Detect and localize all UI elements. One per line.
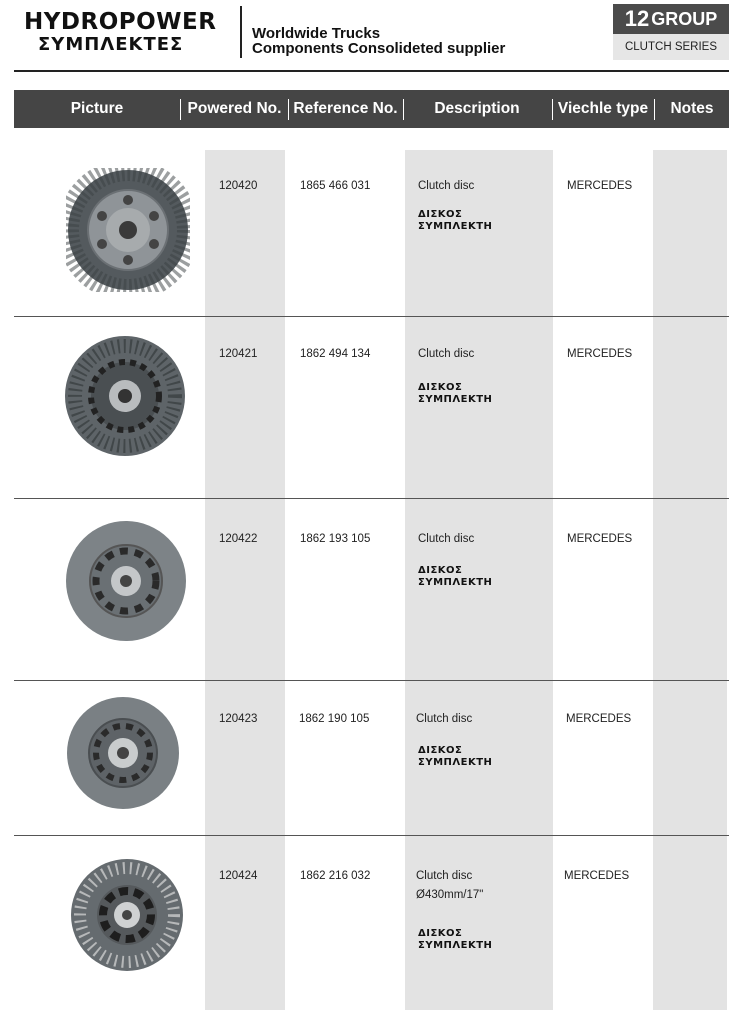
group-badge — [613, 4, 729, 60]
description: Clutch disc — [418, 348, 475, 360]
group-word: GROUP — [651, 8, 718, 29]
description-greek-line1: ΔΙΣΚΟΣ — [418, 745, 463, 756]
col-notes: Notes — [670, 100, 714, 117]
vehicle-type: MERCEDES — [567, 533, 633, 545]
description: Clutch disc — [418, 533, 475, 545]
tagline-line1: Worldwide Trucks — [252, 25, 381, 42]
description: Clutch disc — [418, 180, 475, 192]
clutch-disc-image — [63, 334, 187, 458]
brand-name: HYDROPOWER — [24, 9, 217, 35]
clutch-disc-image — [66, 168, 190, 292]
description-greek-line2: ΣΥΜΠΛΕΚΤΗ — [418, 757, 493, 768]
description-greek-line2: ΣΥΜΠΛΕΚΤΗ — [418, 221, 493, 232]
col-reference: Reference No. — [293, 100, 398, 117]
reference-number: 1862 190 105 — [299, 713, 370, 725]
description-greek-line1: ΔΙΣΚΟΣ — [418, 209, 463, 220]
header-rule — [14, 70, 729, 72]
powered-number: 120423 — [219, 713, 258, 725]
table-header — [14, 90, 729, 128]
vehicle-type: MERCEDES — [567, 348, 633, 360]
description-greek-line2: ΣΥΜΠΛΕΚΤΗ — [418, 394, 493, 405]
powered-number: 120421 — [219, 348, 258, 360]
vehicle-type: MERCEDES — [567, 180, 633, 192]
description-greek-line1: ΔΙΣΚΟΣ — [418, 382, 463, 393]
description-greek-line2: ΣΥΜΠΛΕΚΤΗ — [418, 940, 493, 951]
col-picture: Picture — [70, 100, 124, 117]
vehicle-type: MERCEDES — [566, 713, 632, 725]
clutch-disc-image — [66, 696, 180, 810]
col-vehicle: Viechle type — [557, 100, 649, 117]
vehicle-type: MERCEDES — [564, 870, 630, 882]
powered-number: 120420 — [219, 180, 258, 192]
row-divider — [14, 835, 729, 836]
description-greek-line2: ΣΥΜΠΛΕΚΤΗ — [418, 577, 493, 588]
description: Clutch disc — [416, 713, 473, 725]
row-divider — [14, 316, 729, 317]
row-divider — [14, 498, 729, 499]
brand-subtitle: ΣΥΜΠΛΕΚΤΕΣ — [38, 34, 184, 55]
clutch-disc-image — [70, 858, 184, 972]
description-greek-line1: ΔΙΣΚΟΣ — [418, 928, 463, 939]
reference-number: 1862 193 105 — [300, 533, 371, 545]
powered-number: 120424 — [219, 870, 258, 882]
description: Clutch disc — [416, 870, 473, 882]
powered-number: 120422 — [219, 533, 258, 545]
reference-number: 1862 494 134 — [300, 348, 371, 360]
group-number: 12 — [624, 6, 650, 31]
reference-number: 1862 216 032 — [300, 870, 371, 882]
header-divider — [240, 6, 242, 58]
notes-column-bg — [653, 150, 727, 1010]
series-label: CLUTCH SERIES — [613, 34, 729, 60]
clutch-disc-image — [64, 519, 188, 643]
reference-number: 1865 466 031 — [300, 180, 371, 192]
tagline-line2: Components Consolideted supplier — [252, 40, 506, 57]
row-divider — [14, 680, 729, 681]
col-powered: Powered No. — [187, 100, 282, 117]
tagline — [252, 26, 505, 56]
description-greek-line1: ΔΙΣΚΟΣ — [418, 565, 463, 576]
description-size: Ø430mm/17" — [416, 889, 484, 901]
brand-logo — [24, 10, 216, 56]
col-description: Description — [434, 100, 520, 117]
